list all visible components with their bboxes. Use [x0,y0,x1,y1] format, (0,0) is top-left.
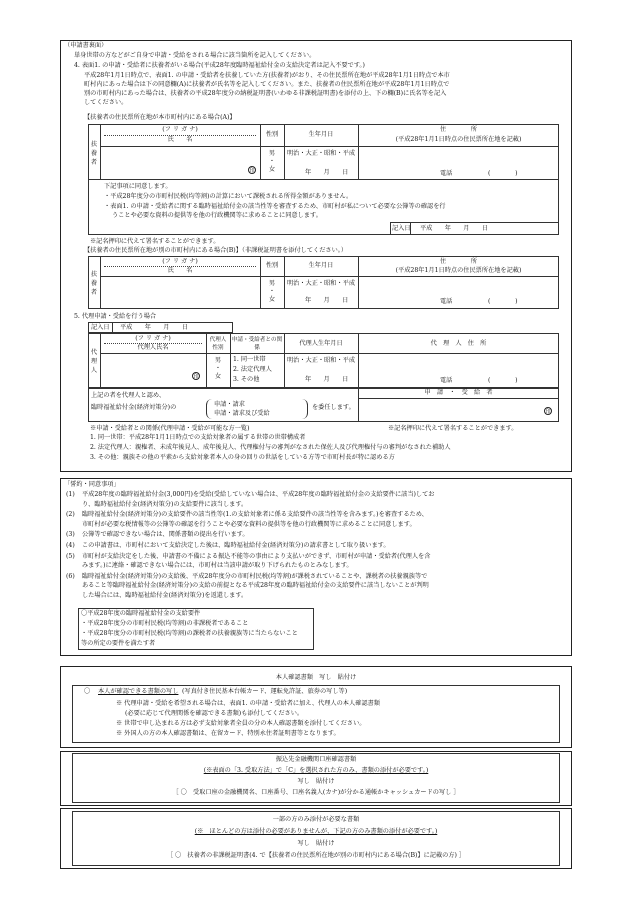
id-document-examples: (写真付き住民基本台帳カード、運転免許証、旅券の写し等) [182,688,348,695]
tel-label: 電話 [440,170,453,177]
dob-ymd: 年 月 日 [305,297,349,304]
pledge-item-text: この申請書は、市町村において支給決定した後は、臨時福祉給付金(経済対策分)の請求書として取り扱います。 [82,542,390,549]
relation-option-3[interactable]: 3. その他 [233,376,260,383]
item4-para: 町村内にあった場合は下の同意欄(A)に扶養者が氏名等を記入してください。また、扶養者の住民票所在地が平成28年1月1日時点で [84,81,450,88]
era-options[interactable]: 明治・大正・昭和・平成 [287,357,356,364]
other-document-paste-label: 写し 貼付け [297,840,335,847]
agree-text: ・表面1. の申請・受給者に関する臨時福祉給付金の該当性等を審査するため、市町村が私について必要な公簿等の確認を行 [104,203,446,210]
requirement-item: ・平成28年度分の市町村民税(均等割)の課税者の扶養親族等に当たらないこと [81,630,298,637]
pledge-item-text: 臨時福祉給付金(経済対策分)の支給後、平成28年度分の市町村民税(均等割)が課税されていることや、課税者の扶養親族等で [82,572,428,580]
pledge-item-text: 平成28年度の臨時福祉給付金(3,000円)を受給(受給していない場合は、平成28年度の臨時福祉給付金の支給要件に該当)してお [82,491,435,498]
proxy-dob-label: 代理人生年月日 [299,340,343,347]
dob-ymd: 年 月 日 [305,376,349,383]
pledge-item-number: (2) [66,511,75,519]
bank-document-title: 振込先金融機関口座確認書類 [275,756,357,763]
item4-para: 平成28年1月1日時点で、表面1. の申請・受給者を扶養していた方(扶養者)がおり、その住民票所在地が平成28年1月1日時点で本市 [84,72,450,79]
delegation-text: 上記の者を代理人と認め、 [91,392,166,399]
delegation-text: 臨時福祉給付金(経済対策分)の [91,404,177,411]
tel-label: 電話 [440,298,453,305]
agree-text: うことや必要な資料の提供等を他の行政機関等に求めることに同意します。 [112,212,322,219]
gender-male[interactable]: 男 [268,280,276,287]
table-b-heading: 【扶養者の住民票所在地が別の市町村内にある場合(B)】（非課税証明書を添付してください。） [84,247,348,254]
relation-note: 2. 法定代理人：親権者、未成年後見人、成年後見人、代理権付与の審判がなされた保佐人及び代理権付与の審判がなされた補助人 [90,444,451,451]
gender-female[interactable]: 女 [214,373,222,380]
delegation-text: を委任します。 [312,404,355,411]
pledge-item-number: (3) [66,531,75,539]
era-options[interactable]: 明治・大正・昭和・平成 [287,280,356,287]
table-a-heading: 【扶養者の住民票所在地が本市町村内にある場合(A)】 [84,114,236,121]
bank-document-body: ［ 〇 受取口座の金融機関名、口座番号、口座名義人(カナ)が分かる通帳かキャッシュカードの写し ］ [172,789,460,796]
pledge-item-number: (4) [66,542,75,549]
dob-ymd: 年 月 日 [305,169,349,176]
item5-heading: 5. 代理申請・受給を行う場合 [74,313,157,320]
gender-male[interactable]: 男 [214,357,222,364]
entry-date-value[interactable]: 平成 年 月 日 [420,225,489,232]
agree-text: ・平成28年度分の市町村民税(均等割)の計算において課税される所得金額がありません。 [104,193,353,200]
pledge-item-text: した場合には、臨時福祉給付金(経済対策分)を返還します。 [82,592,248,599]
table-b-gender-label: 性別 [265,262,279,269]
pledge-item-number: (1) [66,491,75,498]
pledge-item-text: みます。)に連絡・確認できない場合には、市町村は当該申請が取り下げられたものとみなします。 [82,562,353,570]
bank-document-note: (※表面の「3. 受取方法」で「C」を選択された方のみ、書類の添付が必要です。) [203,767,429,774]
intro-text: 単身世帯の方などがご自身で申請・受給をされる場合に該当箇所を記入してください。 [74,52,316,59]
id-document-note: ※ 外国人の方の本人確認書類は、在留カード、特別永住者証明書等となります。 [116,730,340,737]
gender-female[interactable]: 女 [268,166,276,173]
id-document-note: ※ 代理申請・受給を希望される場合は、表面1. の申請・受給者に加え、代理人の本人確認書類 [116,700,380,707]
other-document-title: 一部の方のみ添付が必要な書類 [272,816,360,823]
pledge-item-number: (5) [66,552,75,560]
proxy-relation-label: 申請・受給者との関係 [231,337,283,351]
proxy-entry-date-label: 記入日 [91,324,110,331]
table-a-address-sub: (平成28年1月1日時点の住民票所在地を記載) [395,136,522,143]
requirement-item: 等の所定の要件を満たす者 [81,640,156,647]
id-document-bullet: 〇 [84,688,97,695]
delegation-option-1[interactable]: 申請・請求 [214,401,245,408]
seal-mark: 印 [545,409,551,415]
relation-note: 3. その他：親族その他の平素から支給対象者本人の身の回りの世話をしている方等で市町村長が特に認める方 [90,454,395,461]
relation-note-title: ※申請・受給者との関係(代理申請・受給が可能な方一覧) [90,425,250,432]
seal-mark: 印 [249,168,255,174]
tel-paren: ( ) [488,377,518,384]
id-document-note: (必要に応じて代理関係を確認できる書類)も添付してください。 [125,710,304,717]
table-b-side-label: 扶養者 [90,271,98,296]
tel-paren: ( ) [488,298,518,305]
other-document-body: ［ 〇 扶養者の非課税証明書(4. で【扶養者の住民票所在地が別の市町村内にある場合(B)】に記載の方) ］ [166,852,466,859]
pledge-item-text: あること等臨時福祉給付金(経済対策分)の支給の前提となる平成28年度の臨時福祉給付金の支給要件に該当しないことが判明 [82,582,429,590]
table-b-address-label: 住 所 [439,258,478,265]
relation-option-1[interactable]: 1. 同一世帯 [233,356,266,363]
signature-note: ※記名押印に代えて署名することができます。 [388,425,518,432]
pledge-item-text: り、臨時福祉給付金(経済対策分)の支給要件に該当します。 [82,500,248,508]
item4-para: してください。 [84,99,128,106]
table-b-furigana: (フ リ ガ ナ) [162,258,198,265]
proxy-side-label: 代理人 [90,349,98,374]
proxy-entry-date-value[interactable]: 平成 年 月 日 [120,324,189,331]
applicant-label: 申 請 ・ 受 給 者 [424,389,493,396]
pledge-item-text: 市町村が必要な税情報等の公簿等の確認を行うことや必要な資料の提供等を他の行政機関等に求めることに同意します。 [82,520,416,528]
relation-note: 1. 同一世帯：平成28年1月1日時点での支給対象者の属する世帯の世帯構成者 [90,434,306,441]
entry-date-label: 記入日 [392,225,411,232]
table-a-furigana: (フ リ ガ ナ) [162,126,198,133]
era-options[interactable]: 明治・大正・昭和・平成 [287,150,356,157]
table-b-name-label: 氏 名 [167,267,193,274]
table-b-address-sub: (平成28年1月1日時点の住民票所在地を記載) [395,267,522,274]
pledge-title: 「誓約・同意事項」 [64,481,120,488]
item4-para: 別の市町村内にあった場合は、扶養者の平成28年度分の納税証明書(いわゆる非課税証明書)を添付の上、下の欄(B)に氏名等を記入 [84,90,447,97]
id-document-note: ※ 世帯で申し込まれる方は必ず支給対象者全員の分の本人確認書類を添付してください。 [116,720,366,727]
agree-text: 下記事項に同意します。 [104,183,172,190]
table-a-side-label: 扶養者 [90,141,98,166]
proxy-furigana: (フ リ ガ ナ) [135,335,171,342]
table-a-address-label: 住 所 [439,126,478,133]
table-a-name-label: 氏 名 [167,136,193,143]
other-document-note: (※ ほとんどの方は添付の必要がありませんが、下記の方のみ書類の添付が必要です。) [194,828,438,835]
proxy-gender-label: 代理人性別 [209,337,227,351]
id-document-title: 本人確認書類 写し 貼付け [275,674,357,681]
proxy-address-label: 代 理 人 住 所 [430,340,487,347]
gender-female[interactable]: 女 [268,296,276,303]
gender-male[interactable]: 男 [268,150,276,157]
pledge-item-text: 臨時福祉給付金(経済対策分)の支給要件の該当性等(1.の支給対象者に係る支給要件の該当性等を含みます。)を審査するため、 [82,511,428,519]
item4-heading: 4. 表面1. の申請・受給者に扶養者がいる場合(平成28年度臨時福祉給付金の支給決定者は記入不要です。) [74,62,365,69]
table-a-dob-label: 生年月日 [308,131,334,138]
pledge-item-number: (6) [66,572,75,580]
signature-note: ※記名押印に代えて署名することができます。 [90,238,220,245]
pledge-item-text: 公簿等で確認できない場合は、関係書類の提出を行います。 [82,531,249,539]
pledge-item-text: 市町村が支給決定をした後、申請書の不備による振込不能等の事由により支払いができず、市町村が申請・受給者(代理人を含 [82,552,431,560]
proxy-name-label: 代理人氏名 [137,344,169,351]
section-title: （申請書裏面） [64,42,108,49]
delegation-option-2[interactable]: 申請・請求及び受給 [214,410,270,417]
requirement-item: ・平成28年度分の市町村民税(均等割)の非課税者であること [81,620,249,627]
seal-mark: 印 [193,374,199,380]
relation-option-2[interactable]: 2. 法定代理人 [233,366,272,373]
requirements-title: 〇平成28年度の臨時福祉給付金の支給要件 [81,610,201,617]
tel-paren: ( ) [488,170,518,177]
bank-document-paste-label: 写し 貼付け [297,778,335,785]
table-a-gender-label: 性別 [265,131,279,138]
tel-label: 電話 [440,377,453,384]
id-document-required: 本人が確認できる書類の写し [98,688,179,695]
table-b-dob-label: 生年月日 [308,262,334,269]
